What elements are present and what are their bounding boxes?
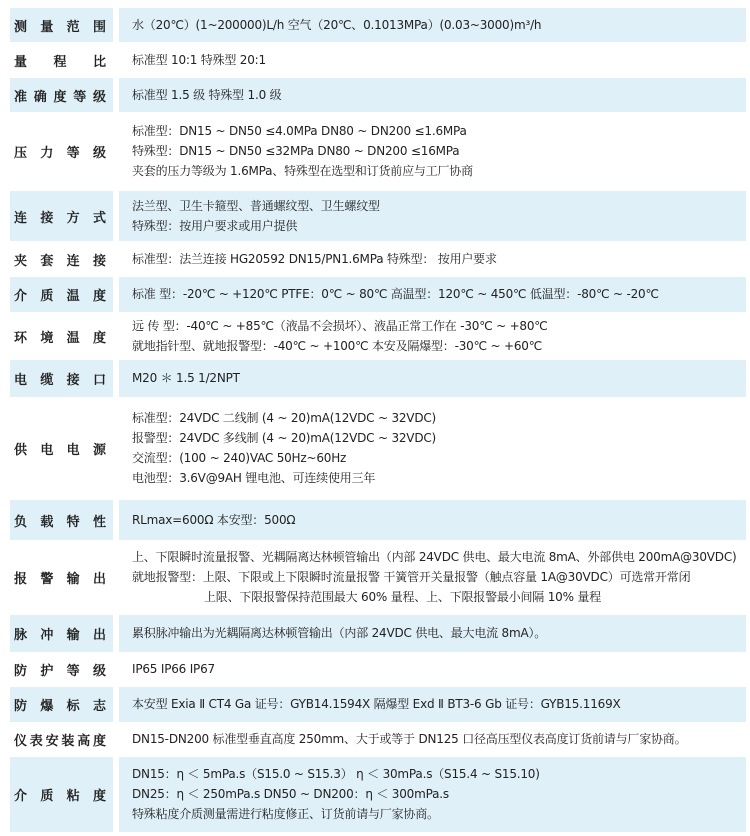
spec-value-line: 累积脉冲输出为光耦隔离达林顿管输出（内部 24VDC 供电、最大电流 8mA）。: [132, 626, 547, 640]
spec-value-cell: [119, 8, 746, 42]
spec-value-line: 就地报警型：上限、下限或上下限瞬时流量报警 干簧管开关量报警（触点容量 1A@30VDC）可选常开常闭: [132, 570, 691, 584]
spec-value-line: 夹套的压力等级为 1.6MPa、特殊型在选型和订货前应与工厂协商: [132, 164, 473, 178]
spec-value-cell: [119, 360, 746, 397]
spec-label-cell: [10, 112, 113, 191]
spec-label: 夹套连接: [14, 253, 107, 269]
spec-row: [0, 500, 750, 540]
spec-label: 供电电源: [14, 443, 107, 458]
spec-value-cell: [119, 397, 746, 500]
spec-label-cell: [10, 500, 113, 540]
spec-row: [0, 191, 750, 241]
spec-value-line: M20 ＊ 1.5 1/2NPT: [132, 371, 240, 385]
spec-label: 报警输出: [14, 572, 107, 587]
spec-row: [0, 757, 750, 832]
spec-value-cell: [119, 540, 746, 615]
spec-row: [0, 277, 750, 312]
spec-value-line: 电池型：3.6V@9AH 锂电池、可连续使用三年: [132, 471, 376, 485]
spec-value-cell: [119, 241, 746, 277]
spec-label-cell: [10, 191, 113, 241]
spec-value-cell: [119, 500, 746, 540]
spec-row: [0, 360, 750, 397]
spec-label-cell: [10, 78, 113, 112]
spec-value-cell: [119, 757, 746, 832]
spec-label: 介质粘度: [14, 789, 107, 804]
spec-value-line: DN15：η ＜ 5mPa.s（S15.0 ~ S15.3） η ＜ 30mPa.s（S15.4 ~ S15.10): [132, 767, 540, 781]
spec-label: 量程比: [14, 54, 107, 70]
spec-label-cell: [10, 241, 113, 277]
spec-value-cell: [119, 42, 746, 78]
spec-value-line: 标准型：24VDC 二线制 (4 ~ 20)mA(12VDC ~ 32VDC): [132, 411, 437, 425]
spec-label-cell: [10, 757, 113, 832]
spec-label: 测量范围: [14, 19, 107, 35]
spec-value-line: 标准型：DN15 ~ DN50 ≤4.0MPa DN80 ~ DN200 ≤1.6MPa: [132, 124, 467, 138]
spec-value-line: 交流型：(100 ~ 240)VAC 50Hz~60Hz: [132, 451, 347, 465]
spec-row: [0, 722, 750, 757]
spec-label: 压力等级: [14, 146, 107, 161]
spec-value-cell: [119, 191, 746, 241]
spec-label-cell: [10, 722, 113, 757]
spec-row: [0, 312, 750, 360]
spec-value-cell: [119, 277, 746, 312]
spec-value-line: DN25：η ＜ 250mPa.s DN50 ~ DN200：η ＜ 300mPa.s: [132, 787, 449, 801]
spec-value-line: 标准型 1.5 级 特殊型 1.0 级: [132, 87, 282, 102]
spec-row: [0, 78, 750, 112]
spec-label: 电缆接口: [14, 373, 107, 388]
spec-value-line: 特殊型：按用户要求或用户提供: [132, 218, 298, 233]
spec-row: [0, 652, 750, 687]
spec-value-line: 上限、下限报警保持范围最大 60% 量程、上、下限报警最小间隔 10% 量程: [204, 590, 602, 604]
spec-value-line: 标准型 10:1 特殊型 20:1: [132, 52, 266, 67]
spec-value-line: 标准型：法兰连接 HG20592 DN15/PN1.6MPa 特殊型： 按用户要求: [132, 251, 497, 266]
spec-value-cell: [119, 687, 746, 722]
spec-value-line: 标准 型：-20℃ ~ +120℃ PTFE：0℃ ~ 80℃ 高温型：120℃ ~ 450℃ 低温型：-80℃ ~ -20℃: [132, 287, 659, 301]
spec-label-cell: [10, 615, 113, 652]
spec-value-line: RLmax=600Ω 本安型：500Ω: [132, 512, 296, 527]
spec-row: [0, 687, 750, 722]
spec-label-cell: [10, 540, 113, 615]
spec-value-cell: [119, 722, 746, 757]
spec-label-cell: [10, 397, 113, 500]
spec-label-cell: [10, 277, 113, 312]
spec-label: 防护等级: [14, 664, 107, 679]
spec-label: 脉冲输出: [14, 628, 107, 643]
spec-value-line: 特殊型：DN15 ~ DN50 ≤32MPa DN80 ~ DN200 ≤16MPa: [132, 144, 460, 158]
spec-row: [0, 8, 750, 42]
spec-label-cell: [10, 312, 113, 360]
spec-value-line: 就地指针型、就地报警型：-40℃ ~ +100℃ 本安及隔爆型：-30℃ ~ +60℃: [132, 338, 542, 353]
spec-value-cell: [119, 652, 746, 687]
spec-value-line: 远 传 型：-40℃ ~ +85℃（液晶不会损坏）、液晶正常工作在 -30℃ ~ +80℃: [132, 318, 548, 333]
spec-value-line: DN15-DN200 标准型垂直高度 250mm、大于或等于 DN125 口径高压型仪表高度订货前请与厂家协商。: [132, 732, 687, 746]
spec-label-cell: [10, 42, 113, 78]
spec-row: [0, 615, 750, 652]
spec-value-line: 报警型：24VDC 多线制 (4 ~ 20)mA(12VDC ~ 32VDC): [132, 431, 437, 445]
spec-value-line: 水（20℃）(1~200000)L/h 空气（20℃、0.1013MPa）(0.03~3000)m³/h: [132, 17, 542, 32]
spec-row: [0, 42, 750, 78]
spec-value-line: 特殊粘度介质测量需进行粘度修正、订货前请与厂家协商。: [132, 807, 439, 821]
spec-label: 环境温度: [14, 330, 107, 346]
spec-value-line: IP65 IP66 IP67: [132, 662, 215, 676]
spec-label: 仪表安装高度: [14, 734, 107, 749]
spec-label-cell: [10, 360, 113, 397]
spec-row: [0, 397, 750, 500]
spec-label: 防爆标志: [14, 699, 107, 714]
spec-value-cell: [119, 112, 746, 191]
spec-label: 介质温度: [14, 289, 107, 304]
spec-value-line: 本安型 Exia Ⅱ CT4 Ga 证号：GYB14.1594X 隔爆型 Exd Ⅱ BT3-6 Gb 证号：GYB15.1169X: [132, 697, 621, 711]
spec-label: 负载特性: [14, 514, 107, 530]
spec-row: [0, 540, 750, 615]
spec-value-line: 法兰型、卫生卡箍型、普通螺纹型、卫生螺纹型: [132, 198, 380, 213]
spec-label-cell: [10, 652, 113, 687]
spec-value-cell: [119, 615, 746, 652]
spec-value-cell: [119, 78, 746, 112]
spec-label: 连接方式: [14, 210, 107, 226]
spec-label: 准确度等级: [14, 89, 107, 105]
spec-value-line: 上、下限瞬时流量报警、光耦隔离达林顿管输出（内部 24VDC 供电、最大电流 8mA、外部供电 200mA@30VDC): [132, 550, 737, 564]
spec-row: [0, 241, 750, 277]
spec-value-cell: [119, 312, 746, 360]
spec-row: [0, 112, 750, 191]
spec-label-cell: [10, 8, 113, 42]
spec-label-cell: [10, 687, 113, 722]
